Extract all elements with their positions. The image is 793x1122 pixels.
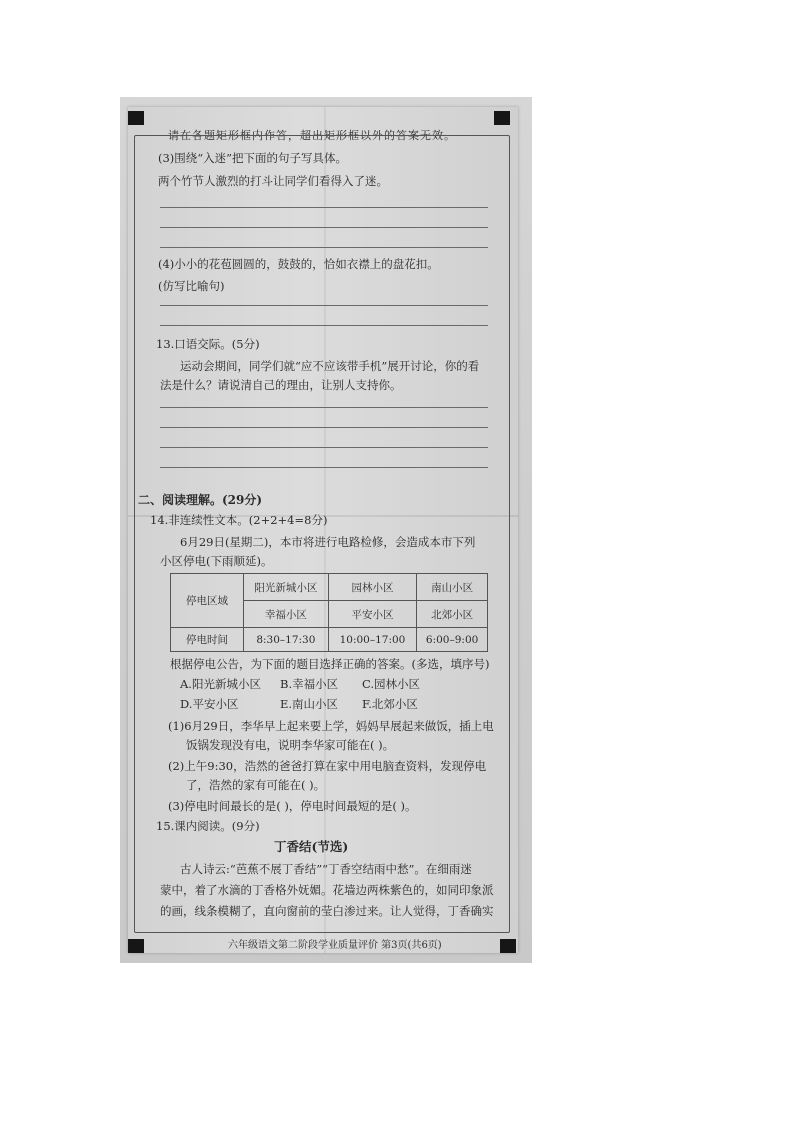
time-cell: 10:00–17:00 xyxy=(328,628,416,652)
time-cell: 6:00–9:00 xyxy=(417,628,488,652)
q14-instruction: 根据停电公告，为下面的题目选择正确的答案。(多选，填序号) xyxy=(170,657,490,671)
option-a: A.阳光新城小区 xyxy=(180,677,261,691)
answer-line[interactable] xyxy=(160,467,488,468)
answer-line[interactable] xyxy=(160,247,488,248)
passage-line1: 古人诗云:“芭蕉不展丁香结”“丁香空结雨中愁”。在细雨迷 xyxy=(180,862,472,876)
registration-mark-top-left xyxy=(128,111,144,125)
answer-line[interactable] xyxy=(160,305,488,306)
answer-line[interactable] xyxy=(160,325,488,326)
area-cell: 南山小区 xyxy=(417,574,488,601)
area-cell: 平安小区 xyxy=(328,601,416,628)
passage-line2: 蒙中，着了水滴的丁香格外妩媚。花墙边两株紫色的，如同印象派 xyxy=(160,883,494,897)
q13-title: 13.口语交际。(5分) xyxy=(156,337,260,351)
q14-3: (3)停电时间最长的是( )，停电时间最短的是( )。 xyxy=(168,799,417,813)
outage-time-header: 停电时间 xyxy=(171,628,244,652)
answer-line[interactable] xyxy=(160,407,488,408)
registration-mark-top-right xyxy=(494,111,510,125)
page-footer: 六年级语文第二阶段学业质量评价 第3页(共6页) xyxy=(228,940,442,951)
q12-3-prompt: (3)围绕“入迷”把下面的句子写具体。 xyxy=(158,151,348,165)
answer-line[interactable] xyxy=(160,427,488,428)
passage-line3: 的画，线条模糊了，直向窗前的莹白渗过来。让人觉得，丁香确实 xyxy=(160,904,494,918)
registration-mark-bottom-left xyxy=(128,939,144,953)
answer-frame xyxy=(134,135,510,933)
answer-line[interactable] xyxy=(160,227,488,228)
q13-body-line2: 法是什么？请说清自己的理由，让别人支持你。 xyxy=(160,378,402,392)
option-b: B.幸福小区 xyxy=(280,677,339,691)
q14-2-line1: (2)上午9:30，浩然的爸爸打算在家中用电脑查资料，发现停电 xyxy=(168,759,487,773)
answer-line[interactable] xyxy=(160,447,488,448)
answer-area-notice: 请在各题矩形框内作答，超出矩形框以外的答案无效。 xyxy=(168,129,456,142)
q14-title: 14.非连续性文本。(2+2+4=8分) xyxy=(150,513,328,527)
q14-notice-line1: 6月29日(星期二)，本市将进行电路检修，会造成本市下列 xyxy=(180,535,476,549)
q14-2-line2: 了，浩然的家有可能在( )。 xyxy=(186,778,326,792)
q14-notice-line2: 小区停电(下雨顺延)。 xyxy=(160,554,273,568)
option-f: F.北郊小区 xyxy=(362,697,418,711)
option-e: E.南山小区 xyxy=(280,697,339,711)
q14-1-line1: (1)6月29日，李华早上起来要上学，妈妈早展起来做饭，插上电 xyxy=(168,719,494,733)
q12-3-sentence: 两个竹节人激烈的打斗让同学们看得入了迷。 xyxy=(158,174,388,188)
outage-area-header: 停电区域 xyxy=(171,574,244,628)
q13-body-line1: 运动会期间，同学们就“应不应该带手机”展开讨论，你的看 xyxy=(180,359,480,373)
exam-paper xyxy=(128,107,518,953)
q15-title: 15.课内阅读。(9分) xyxy=(156,819,260,833)
registration-mark-bottom-right xyxy=(500,939,516,953)
scanned-photo xyxy=(120,97,532,963)
q12-4-note: (仿写比喻句) xyxy=(158,279,225,293)
q14-1-line2: 饭锅发现没有电，说明李华家可能在( )。 xyxy=(186,738,395,752)
area-cell: 幸福小区 xyxy=(244,601,329,628)
area-cell: 北郊小区 xyxy=(417,601,488,628)
q12-4-prompt: (4)小小的花苞圆圆的，鼓鼓的，恰如衣襟上的盘花扣。 xyxy=(158,257,439,271)
area-cell: 阳光新城小区 xyxy=(244,574,329,601)
option-d: D.平安小区 xyxy=(180,697,239,711)
answer-line[interactable] xyxy=(160,207,488,208)
section2-title: 二、阅读理解。(29分) xyxy=(138,493,263,507)
outage-table xyxy=(170,573,488,652)
passage-title: 丁香结(节选) xyxy=(274,839,349,854)
area-cell: 园林小区 xyxy=(328,574,416,601)
option-c: C.园林小区 xyxy=(362,677,421,691)
time-cell: 8:30–17:30 xyxy=(244,628,329,652)
